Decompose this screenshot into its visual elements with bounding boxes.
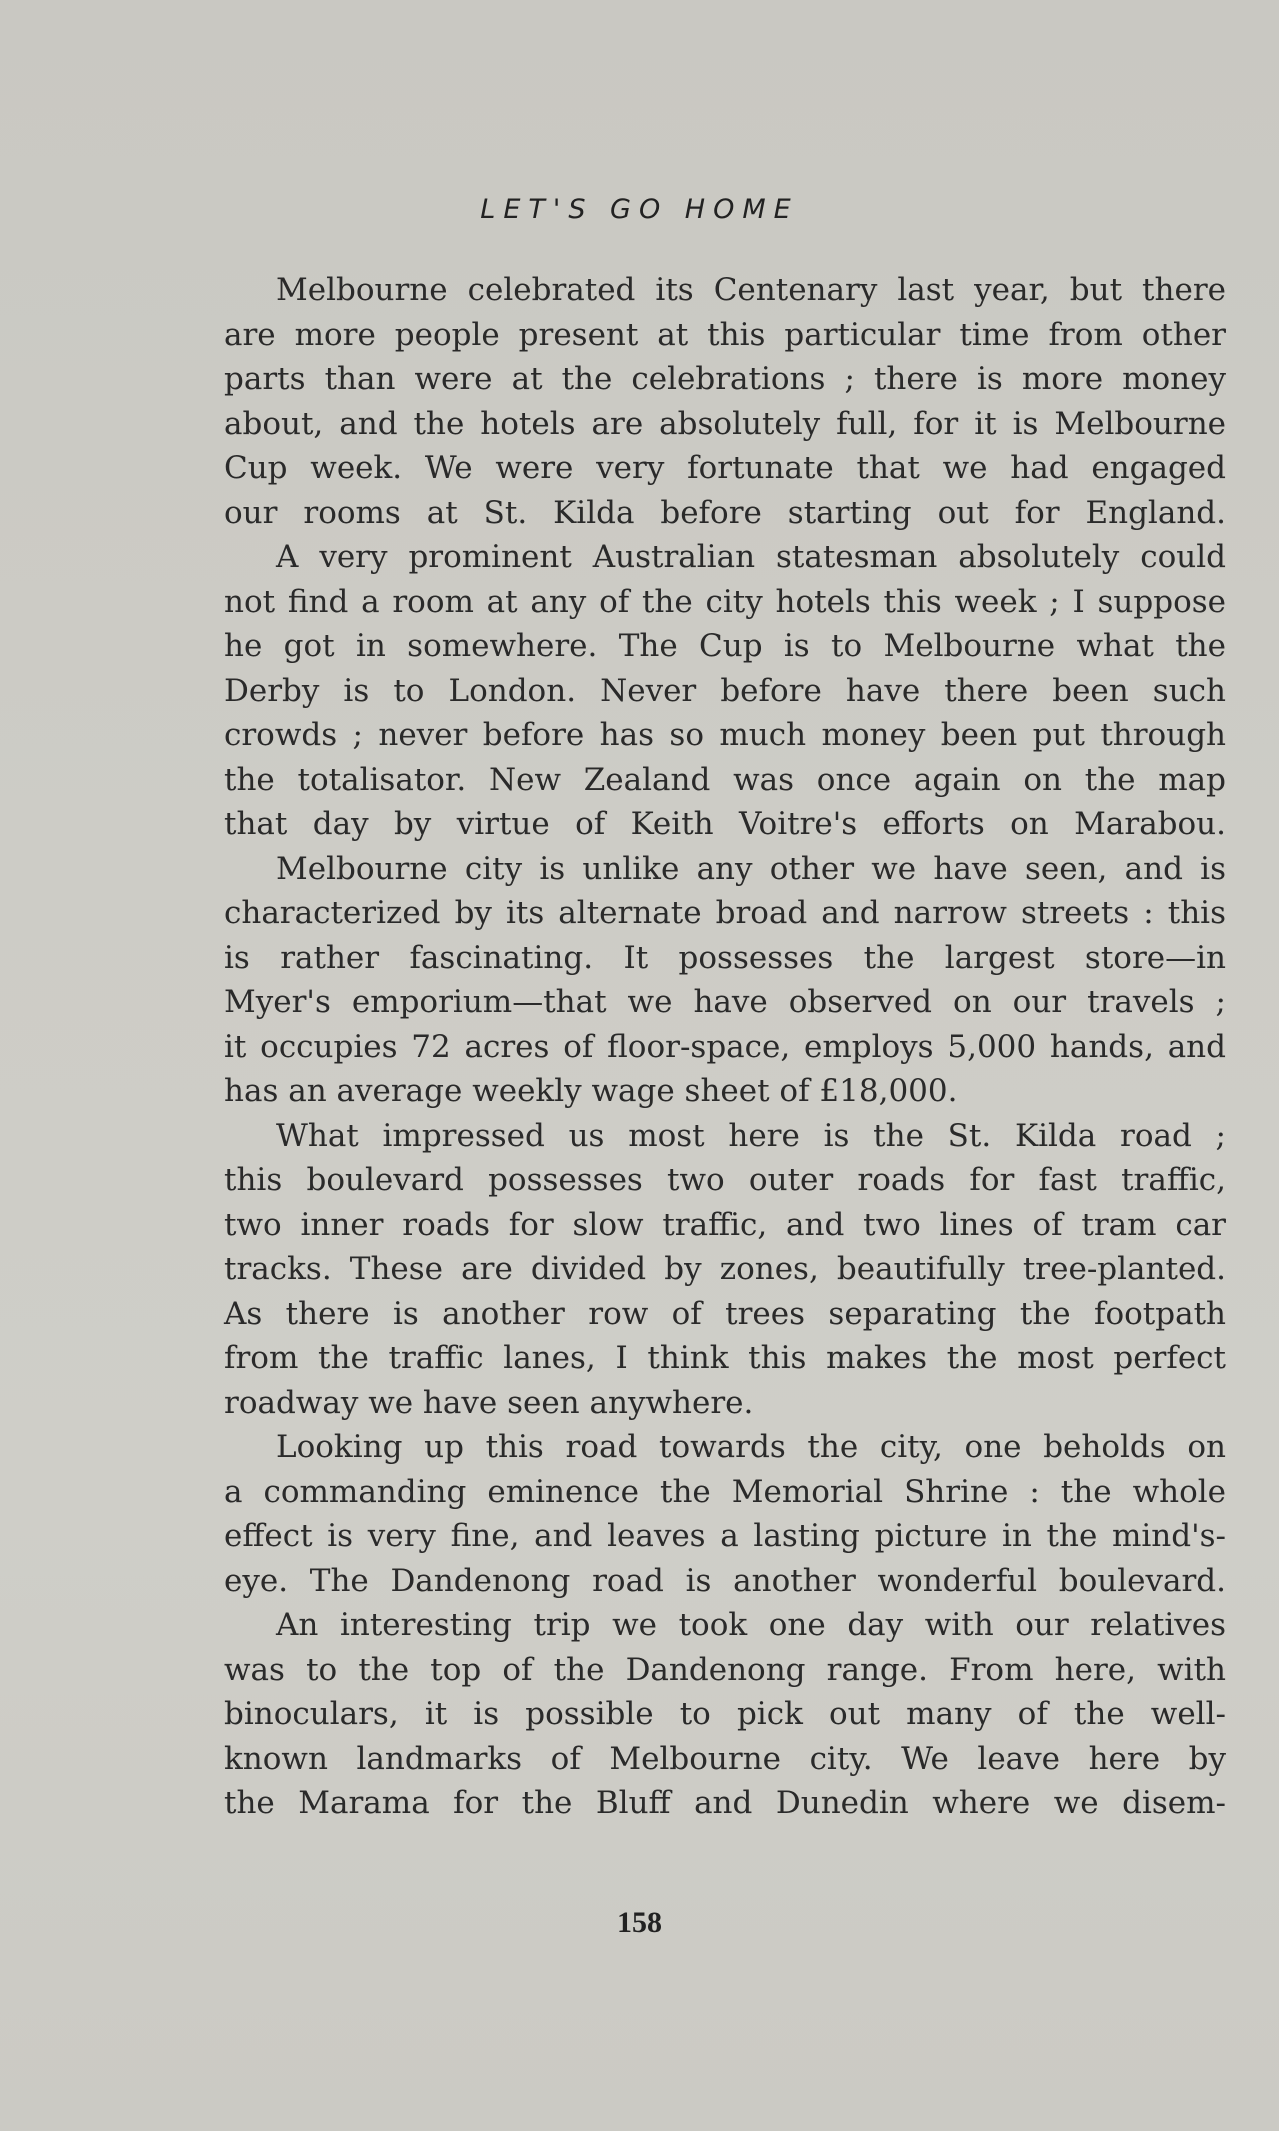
text-line: is rather fascinating. It possesses the largest store—in	[224, 939, 1226, 976]
text-line: An interesting trip we took one day with our relatives	[276, 1607, 1226, 1643]
text-line: two inner roads for slow traffic, and two lines of tram car	[224, 1206, 1226, 1243]
paragraph	[224, 1425, 1226, 1603]
text-line: crowds ; never before has so much money been put through	[224, 717, 1226, 753]
text-line: characterized by its alternate broad and narrow streets : this	[224, 895, 1226, 931]
text-line: As there is another row of trees separating the footpath	[224, 1295, 1226, 1332]
text-line: parts than were at the celebrations ; there is more money	[224, 361, 1226, 397]
text-line: a commanding eminence the Memorial Shrine : the whole	[224, 1473, 1226, 1510]
paragraph	[224, 268, 1226, 535]
text-line: are more people present at this particular time from other	[224, 316, 1226, 353]
text-line: has an average weekly wage sheet of £18,000.	[224, 1073, 958, 1109]
paragraph	[224, 535, 1226, 847]
text-line: roadway we have seen anywhere.	[224, 1384, 754, 1421]
page-number: 158	[617, 1906, 662, 1939]
body-text	[224, 268, 1226, 1826]
text-line: Melbourne city is unlike any other we have seen, and is	[276, 850, 1226, 887]
text-line: was to the top of the Dandenong range. From here, with	[224, 1651, 1226, 1688]
text-line: binoculars, it is possible to pick out many of the well-	[224, 1696, 1226, 1732]
paragraph	[224, 847, 1226, 1114]
text-line: Derby is to London. Never before have there been such	[224, 672, 1226, 709]
text-line: known landmarks of Melbourne city. We leave here by	[224, 1740, 1226, 1777]
text-line: Melbourne celebrated its Centenary last year, but there	[276, 272, 1226, 308]
paragraph	[224, 1114, 1226, 1426]
text-line: the Marama for the Bluff and Dunedin where we disem-	[224, 1785, 1226, 1821]
text-line: the totalisator. New Zealand was once again on the map	[224, 761, 1226, 798]
text-line: Cup week. We were very fortunate that we had engaged	[224, 450, 1226, 486]
text-line: tracks. These are divided by zones, beautifully tree-planted.	[224, 1251, 1226, 1287]
paragraph	[224, 1603, 1226, 1826]
text-line: about, and the hotels are absolutely full, for it is Melbourne	[224, 405, 1226, 442]
text-line: Myer's emporium—that we have observed on our travels ;	[224, 984, 1226, 1020]
text-line: this boulevard possesses two outer roads for fast traffic,	[224, 1162, 1226, 1198]
text-line: effect is very fine, and leaves a lasting picture in the mind's-	[224, 1518, 1226, 1554]
text-line: not find a room at any of the city hotels this week ; I suppose	[224, 583, 1226, 620]
text-line: eye. The Dandenong road is another wonderful boulevard.	[224, 1562, 1226, 1599]
text-line: A very prominent Australian statesman absolutely could	[276, 539, 1226, 575]
text-line: he got in somewhere. The Cup is to Melbourne what the	[224, 628, 1226, 664]
text-line: from the traffic lanes, I think this makes the most perfect	[224, 1340, 1226, 1376]
text-line: our rooms at St. Kilda before starting out for England.	[224, 494, 1226, 531]
running-title: LET'S GO HOME	[480, 194, 799, 225]
text-line: Looking up this road towards the city, one beholds on	[276, 1429, 1226, 1465]
text-line: that day by virtue of Keith Voitre's efforts on Marabou.	[224, 806, 1226, 842]
text-line: it occupies 72 acres of floor-space, employs 5,000 hands, and	[224, 1028, 1226, 1065]
text-line: What impressed us most here is the St. Kilda road ;	[276, 1117, 1226, 1154]
